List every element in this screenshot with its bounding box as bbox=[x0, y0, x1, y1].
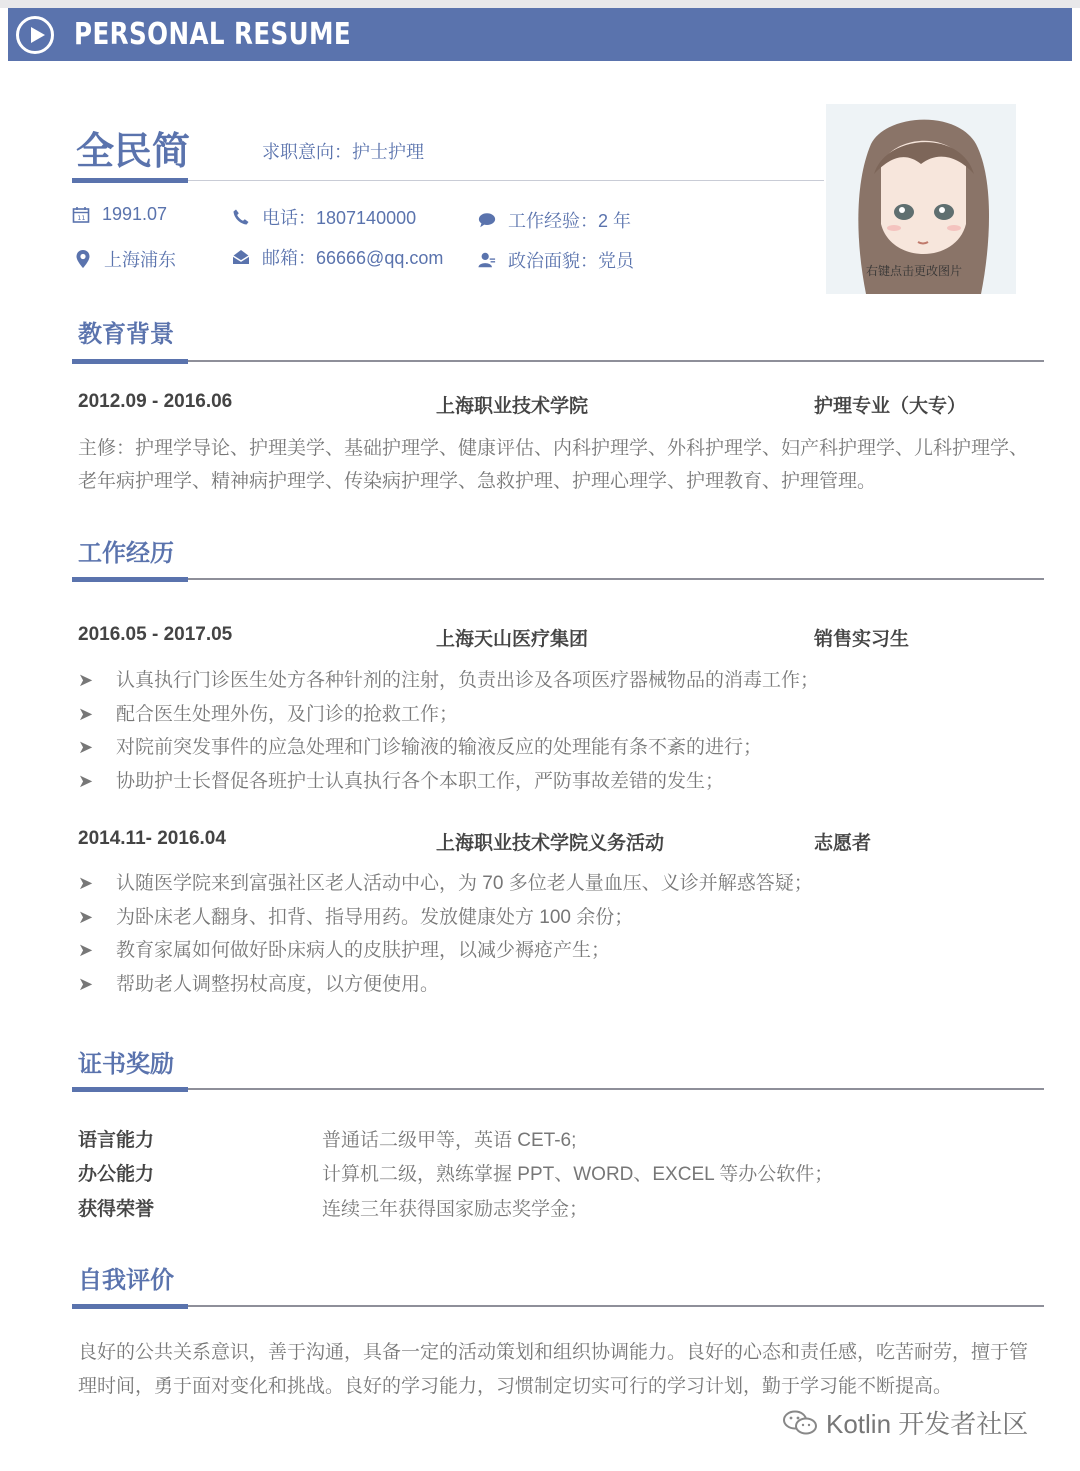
chevron-right-icon: ➤ bbox=[78, 906, 94, 927]
education-major: 护理专业（大专） bbox=[814, 396, 967, 417]
location-text: 上海浦东 bbox=[104, 250, 176, 270]
certificate-row bbox=[78, 1156, 1038, 1191]
play-circle-icon bbox=[16, 16, 54, 54]
list-item bbox=[78, 867, 1038, 901]
person-icon bbox=[478, 251, 496, 269]
self-eval-title-bar bbox=[72, 1304, 188, 1309]
certificates-title-bar bbox=[72, 1087, 188, 1092]
self-eval-title: 自我评价 bbox=[78, 1267, 174, 1294]
list-item bbox=[78, 765, 1038, 799]
politics-text: 政治面貌：党员 bbox=[508, 251, 634, 271]
experience-text: 工作经验：2 年 bbox=[508, 211, 632, 231]
location-pin-icon bbox=[74, 250, 92, 268]
job-period: 2016.05 - 2017.05 bbox=[78, 624, 233, 645]
chevron-right-icon: ➤ bbox=[78, 940, 94, 960]
certificate-label: 语言能力 bbox=[78, 1129, 155, 1151]
birth-text: 1991.07 bbox=[102, 204, 168, 224]
education-courses: 主修：护理学导论、护理美学、基础护理学、健康评估、内科护理学、外科护理学、妇产科护理学、儿科护理学、老年病护理学、精神病护理学、传染病护理学、急救护理、护理心理学、护理教育、护理管理。 bbox=[78, 438, 1029, 492]
mail-icon bbox=[232, 248, 250, 266]
chat-icon bbox=[478, 211, 496, 229]
certificate-row bbox=[78, 1190, 1038, 1225]
education-divider bbox=[188, 360, 1044, 362]
job-intent: 求职意向：护士护理 bbox=[262, 142, 424, 162]
self-eval-divider bbox=[188, 1305, 1044, 1307]
location-info bbox=[74, 246, 176, 272]
list-item-text: 配合医生处理外伤，及门诊的抢救工作； bbox=[116, 703, 459, 725]
email-text: 邮箱：66666@qq.com bbox=[262, 248, 444, 268]
profile-name: 全民简 bbox=[76, 131, 191, 173]
chevron-right-icon: ➤ bbox=[78, 670, 94, 690]
phone-text: 电话：1807140000 bbox=[262, 208, 417, 228]
list-item bbox=[78, 901, 1038, 935]
phone-icon bbox=[232, 208, 250, 226]
certificate-row bbox=[78, 1121, 1038, 1156]
photo-caption: 右键点击更改图片 bbox=[866, 264, 963, 278]
watermark bbox=[782, 1404, 1028, 1441]
list-item bbox=[78, 664, 1038, 698]
list-item-text: 为卧床老人翻身、扣背、指导用药。发放健康处方 100 余份； bbox=[116, 906, 634, 928]
chevron-right-icon: ➤ bbox=[78, 737, 94, 757]
work-divider bbox=[188, 578, 1044, 580]
list-item-text: 认真执行门诊医生处方各种针剂的注射，负责出诊及各项医疗器械物品的消毒工作； bbox=[116, 670, 820, 691]
certificate-label: 获得荣誉 bbox=[78, 1198, 155, 1220]
education-school: 上海职业技术学院 bbox=[436, 396, 589, 417]
certificate-value: 连续三年获得国家励志奖学金； bbox=[322, 1198, 589, 1220]
list-item-text: 协助护士长督促各班护士认真执行各个本职工作，严防事故差错的发生； bbox=[116, 770, 725, 792]
list-item bbox=[78, 698, 1038, 732]
certificates-divider bbox=[188, 1088, 1044, 1090]
birth-info bbox=[72, 204, 167, 225]
email-info bbox=[232, 244, 443, 270]
certificate-label: 办公能力 bbox=[78, 1164, 155, 1186]
education-title: 教育背景 bbox=[78, 321, 174, 348]
job-period: 2014.11- 2016.04 bbox=[78, 828, 226, 849]
list-item bbox=[78, 968, 1038, 1002]
header-banner bbox=[8, 8, 1072, 61]
list-item-text: 认随医学院来到富强社区老人活动中心，为 70 多位老人量血压、义诊并解惑答疑； bbox=[116, 873, 813, 894]
job-duties bbox=[78, 664, 1038, 798]
self-eval-text: 良好的公共关系意识，善于沟通，具备一定的活动策划和组织协调能力。良好的心态和责任感，吃苦耐劳，擅于管理时间，勇于面对变化和挑战。良好的学习能力，习惯制定切实可行的学习计划，勤于学习能不断提高。 bbox=[78, 1342, 1029, 1397]
education-title-bar bbox=[72, 359, 188, 364]
certificates-list bbox=[78, 1121, 1038, 1225]
job-role: 销售实习生 bbox=[814, 629, 910, 650]
chevron-right-icon: ➤ bbox=[78, 703, 94, 724]
experience-info bbox=[478, 207, 631, 233]
name-underline bbox=[72, 178, 188, 183]
svg-text:11: 11 bbox=[77, 213, 86, 222]
job-role: 志愿者 bbox=[814, 833, 872, 854]
certificate-value: 普通话二级甲等，英语 CET-6; bbox=[322, 1129, 577, 1151]
list-item-text: 教育家属如何做好卧床病人的皮肤护理，以减少褥疮产生； bbox=[116, 940, 611, 961]
politics-info bbox=[478, 247, 634, 273]
phone-info bbox=[232, 204, 416, 230]
list-item bbox=[78, 731, 1038, 765]
volunteer-duties bbox=[78, 867, 1038, 1001]
education-period: 2012.09 - 2016.06 bbox=[78, 391, 233, 412]
top-strip bbox=[0, 0, 1080, 8]
list-item bbox=[78, 934, 1038, 968]
watermark-text: Kotlin 开发者社区 bbox=[826, 1409, 1029, 1439]
list-item-text: 帮助老人调整拐杖高度，以方便使用。 bbox=[116, 973, 440, 995]
chevron-right-icon: ➤ bbox=[78, 770, 94, 791]
work-title: 工作经历 bbox=[78, 540, 174, 567]
profile-photo[interactable] bbox=[826, 104, 1016, 294]
chevron-right-icon: ➤ bbox=[78, 973, 94, 994]
header-divider bbox=[188, 180, 824, 181]
certificates-title: 证书奖励 bbox=[78, 1051, 174, 1078]
job-org: 上海职业技术学院义务活动 bbox=[436, 833, 665, 854]
calendar-icon bbox=[72, 206, 90, 224]
chevron-right-icon: ➤ bbox=[78, 873, 94, 893]
job-org: 上海天山医疗集团 bbox=[436, 629, 589, 650]
certificate-value: 计算机二级，熟练掌握 PPT、WORD、EXCEL 等办公软件； bbox=[322, 1164, 834, 1186]
wechat-icon bbox=[782, 1409, 818, 1437]
list-item-text: 对院前突发事件的应急处理和门诊输液的输液反应的处理能有条不紊的进行； bbox=[116, 737, 763, 758]
header-title: PERSONAL RESUME bbox=[74, 17, 352, 52]
work-title-bar bbox=[72, 577, 188, 582]
